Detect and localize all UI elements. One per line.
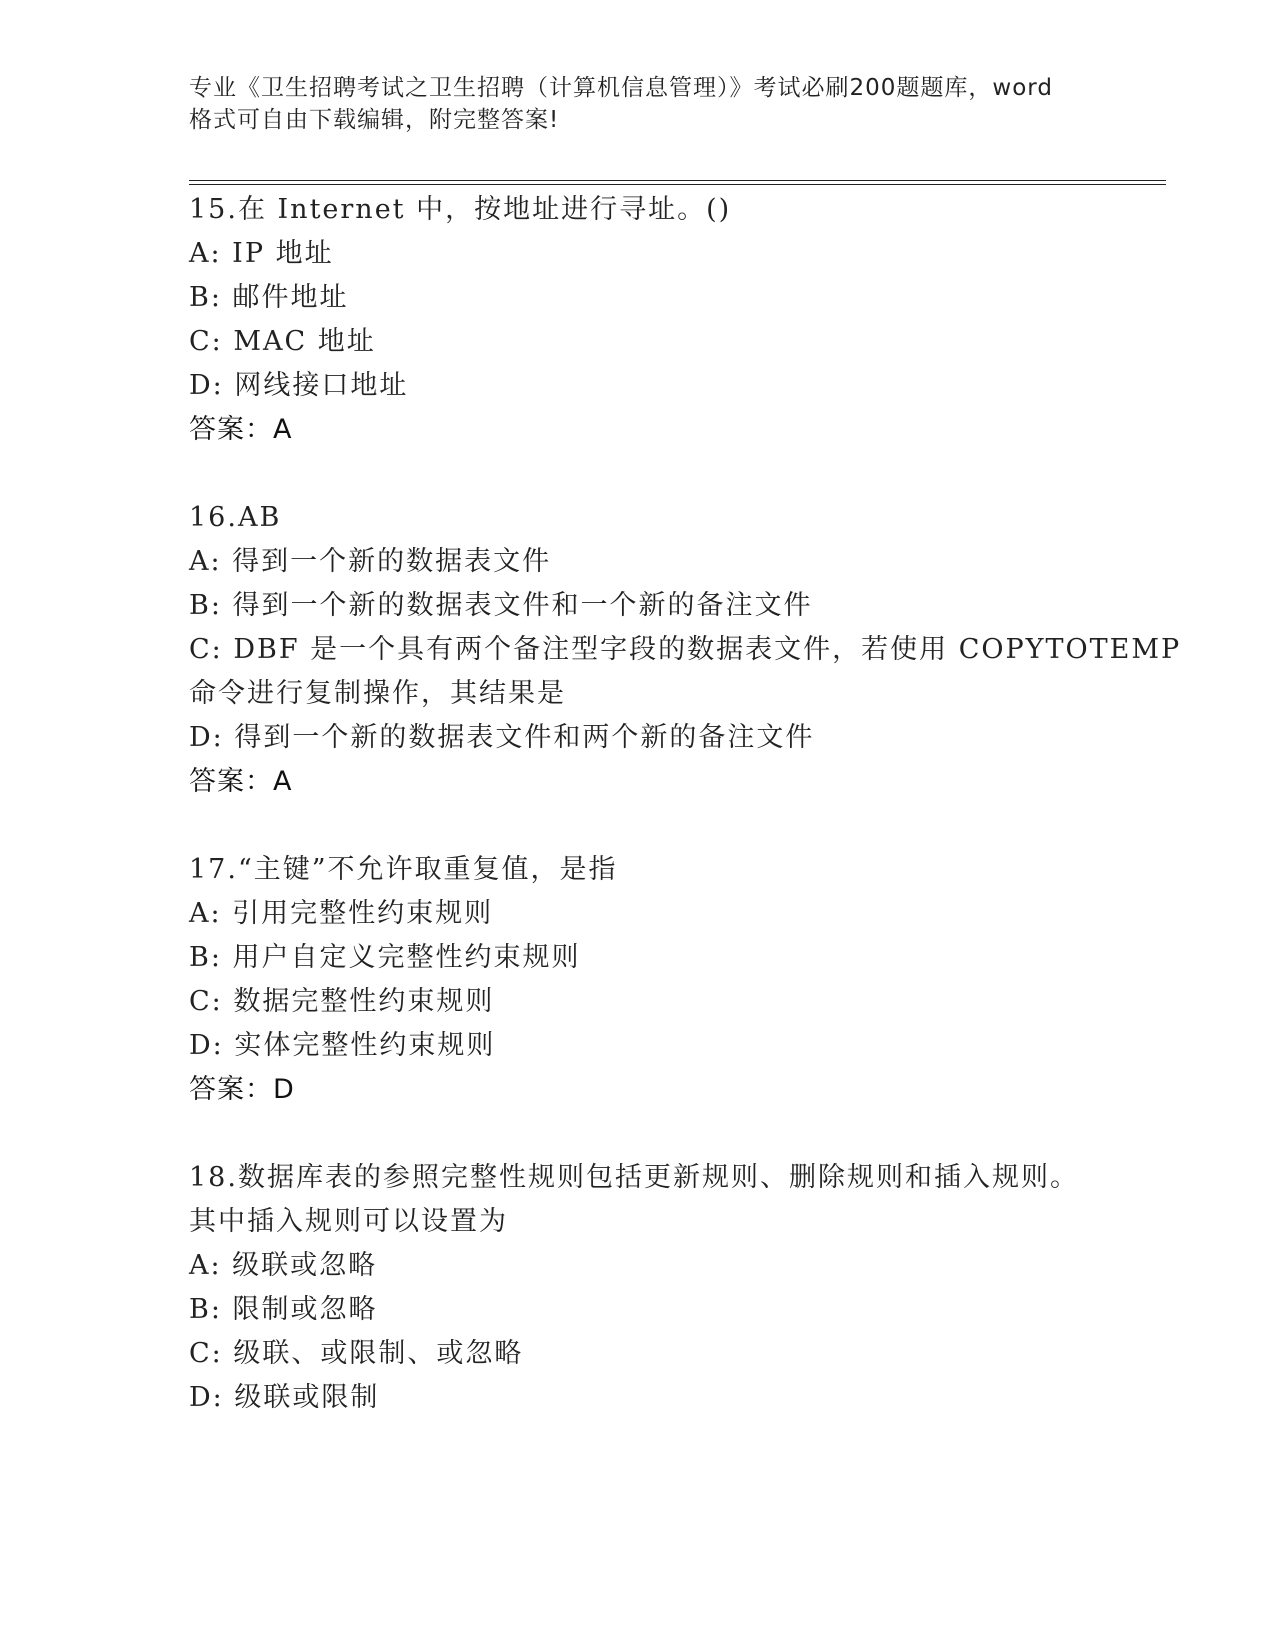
question-18-option-c: C: 级联、或限制、或忽略 [189, 1338, 524, 1369]
question-18-stem: 18.数据库表的参照完整性规则包括更新规则、删除规则和插入规则。 [189, 1162, 1079, 1193]
question-15-option-c: C: MAC 地址 [189, 326, 376, 357]
question-16-option-c-cont: 命令进行复制操作，其结果是 [189, 678, 566, 709]
question-17-option-b: B: 用户自定义完整性约束规则 [189, 942, 581, 973]
question-18-stem-cont: 其中插入规则可以设置为 [189, 1206, 508, 1237]
question-17-option-d: D: 实体完整性约束规则 [189, 1030, 496, 1061]
question-18-option-a: A: 级联或忽略 [189, 1250, 378, 1281]
question-15-stem: 15.在 Internet 中，按地址进行寻址。() [189, 194, 732, 225]
question-15-answer: 答案：A [189, 414, 293, 445]
question-16-stem: 16.AB [189, 502, 282, 533]
question-16-option-d: D: 得到一个新的数据表文件和两个新的备注文件 [189, 722, 815, 753]
header-divider-top [189, 180, 1166, 181]
question-18-option-b: B: 限制或忽略 [189, 1294, 378, 1325]
question-15-option-a: A: IP 地址 [189, 238, 334, 269]
question-15-option-d: D: 网线接口地址 [189, 370, 409, 401]
question-16-option-b: B: 得到一个新的数据表文件和一个新的备注文件 [189, 590, 813, 621]
question-16-option-a: A: 得到一个新的数据表文件 [189, 546, 552, 577]
page-header [189, 72, 1089, 136]
question-17-answer: 答案：D [189, 1074, 295, 1105]
question-15-option-b: B: 邮件地址 [189, 282, 349, 313]
question-18-option-d: D: 级联或限制 [189, 1382, 380, 1413]
header-line-2: 格式可自由下载编辑，附完整答案! [189, 107, 560, 133]
question-17-option-a: A: 引用完整性约束规则 [189, 898, 494, 929]
question-17-option-c: C: 数据完整性约束规则 [189, 986, 495, 1017]
question-16-option-c: C: DBF 是一个具有两个备注型字段的数据表文件，若使用 COPYTOTEMP [189, 634, 1182, 665]
header-divider-bottom [189, 184, 1166, 185]
question-17-stem: 17.“主键”不允许取重复值，是指 [189, 854, 618, 885]
header-line-1: 专业《卫生招聘考试之卫生招聘（计算机信息管理）》考试必刷200题题库，word [189, 75, 1053, 101]
question-16-answer: 答案：A [189, 766, 293, 797]
